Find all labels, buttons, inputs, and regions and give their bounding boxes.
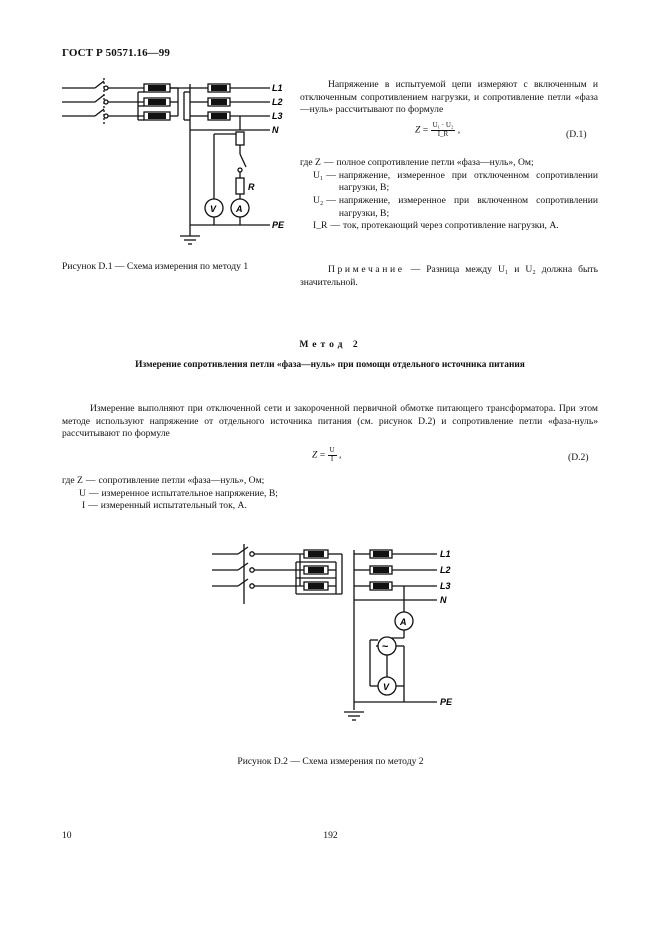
label-l2: L2 [440, 565, 451, 575]
definition-text: напряжение, измеренное при отключенном сопротивлении нагрузки, В; [338, 169, 598, 194]
definition-text: измеренное испытательное напряжение, В; [101, 487, 278, 499]
definition-text: ток, протекающий через сопротивление нагрузки, А. [342, 220, 559, 232]
definition-text: полное сопротивление петли «фаза—нуль», Ом; [336, 157, 534, 168]
label-l3: L3 [440, 581, 451, 591]
definition-row: где Z — сопротивление петли «фаза—нуль», Ом; [62, 475, 598, 488]
formula-d2: Z = $\frac{U}{I}$ , [312, 446, 342, 463]
formula-d1-number: (D.1) [566, 129, 587, 140]
label-n: N [440, 595, 447, 605]
label-n: N [272, 125, 279, 135]
definition-text: сопротивление петли «фаза—нуль», Ом; [98, 475, 265, 486]
label-l1: L1 [440, 549, 451, 559]
label-ammeter: A [236, 204, 243, 214]
standard-code: ГОСТ Р 50571.16—99 [62, 47, 170, 59]
definition-symbol: U [79, 487, 86, 499]
method2-subtitle: Измерение сопротивления петли «фаза—нуль» при помощи отдельного источника питания [135, 360, 525, 370]
label-ammeter: A [400, 617, 407, 627]
definition-symbol: U₂ [313, 194, 324, 206]
label-voltmeter: V [383, 682, 390, 692]
formula-d1: Z = $\frac{\text{U₁ · U₂}}{I\_R}$ , [415, 121, 461, 138]
figure-d2-caption: Рисунок D.2 — Схема измерения по методу 2 [237, 756, 424, 767]
label-pe: PE [440, 697, 453, 707]
definition-symbol: U₁ [313, 169, 324, 181]
label-l3: L3 [272, 111, 283, 121]
formula-d1-numerator: U₁ · U₂ [432, 121, 454, 129]
figure-d1-caption: Рисунок D.1 — Схема измерения по методу 1 [62, 261, 249, 272]
formula-d1-fraction [431, 122, 456, 138]
label-source: ~ [382, 641, 389, 653]
method1-definitions [300, 157, 598, 233]
formula-d2-denominator: I [330, 454, 334, 463]
definition-symbol: I [82, 500, 86, 512]
page-number-center: 192 [323, 830, 338, 841]
definition-text: измеренный испытательный ток, А. [100, 500, 247, 512]
definition-symbol: где Z [300, 157, 321, 168]
page-number-left: 10 [62, 830, 72, 841]
method2-heading: Метод 2 [299, 339, 362, 350]
definition-row: где Z — полное сопротивление петли «фаза—нуль», Ом; [300, 157, 598, 170]
label-l1: L1 [272, 83, 283, 93]
definition-symbol: I_R [313, 220, 328, 232]
definition-row: U — измеренное испытательное напряжение, В; [62, 488, 598, 501]
label-r: R [248, 182, 255, 192]
definition-row: U₁ — напряжение, измеренное при отключенном сопротивлении нагрузки, В; [313, 169, 598, 194]
formula-d2-lhs: Z [312, 449, 318, 461]
formula-d1-lhs: Z [415, 124, 421, 136]
method2-paragraph: Измерение выполняют при отключенной сети и закороченной первичной обмотке питающего трансформатора. При этом методе используют напряжение от отдельного источника питания (см. рисунок D.2) и сопротивление петли «фаза-нуль» рассчитывают по формуле [62, 403, 598, 440]
definition-text: напряжение, измеренное при включенном сопротивлении нагрузки, В; [338, 194, 598, 219]
note-label: Примечание [328, 264, 405, 275]
note-text: Разница между U₁ и U₂ должна быть значительной. [300, 264, 598, 288]
method1-paragraph: Напряжение в испытуемой цепи измеряют с включенным и отключенным сопротивлением нагрузки, и сопротивление петли «фаза—нуль» рассчитывают по формуле [300, 79, 598, 116]
definition-row: I — измеренный испытательный ток, А. [62, 500, 598, 513]
label-voltmeter: V [210, 204, 217, 214]
definition-row: U₂ — напряжение, измеренное при включенном сопротивлении нагрузки, В; [313, 194, 598, 219]
formula-d2-number: (D.2) [568, 452, 589, 463]
formula-d2-numerator: U [329, 446, 335, 454]
label-pe: PE [272, 220, 285, 230]
note: Примечание — Разница между U₁ и U₂ должна быть значительной. [300, 264, 598, 288]
definition-symbol: где Z [62, 475, 83, 486]
label-l2: L2 [272, 97, 283, 107]
formula-d2-fraction [328, 447, 337, 463]
figure-d2-diagram [212, 542, 462, 722]
formula-d1-denominator: I_R [437, 129, 449, 138]
definition-row: I_R — ток, протекающий через сопротивление нагрузки, А. [300, 220, 598, 233]
method2-definitions [62, 475, 598, 513]
figure-d1-diagram [62, 70, 294, 248]
